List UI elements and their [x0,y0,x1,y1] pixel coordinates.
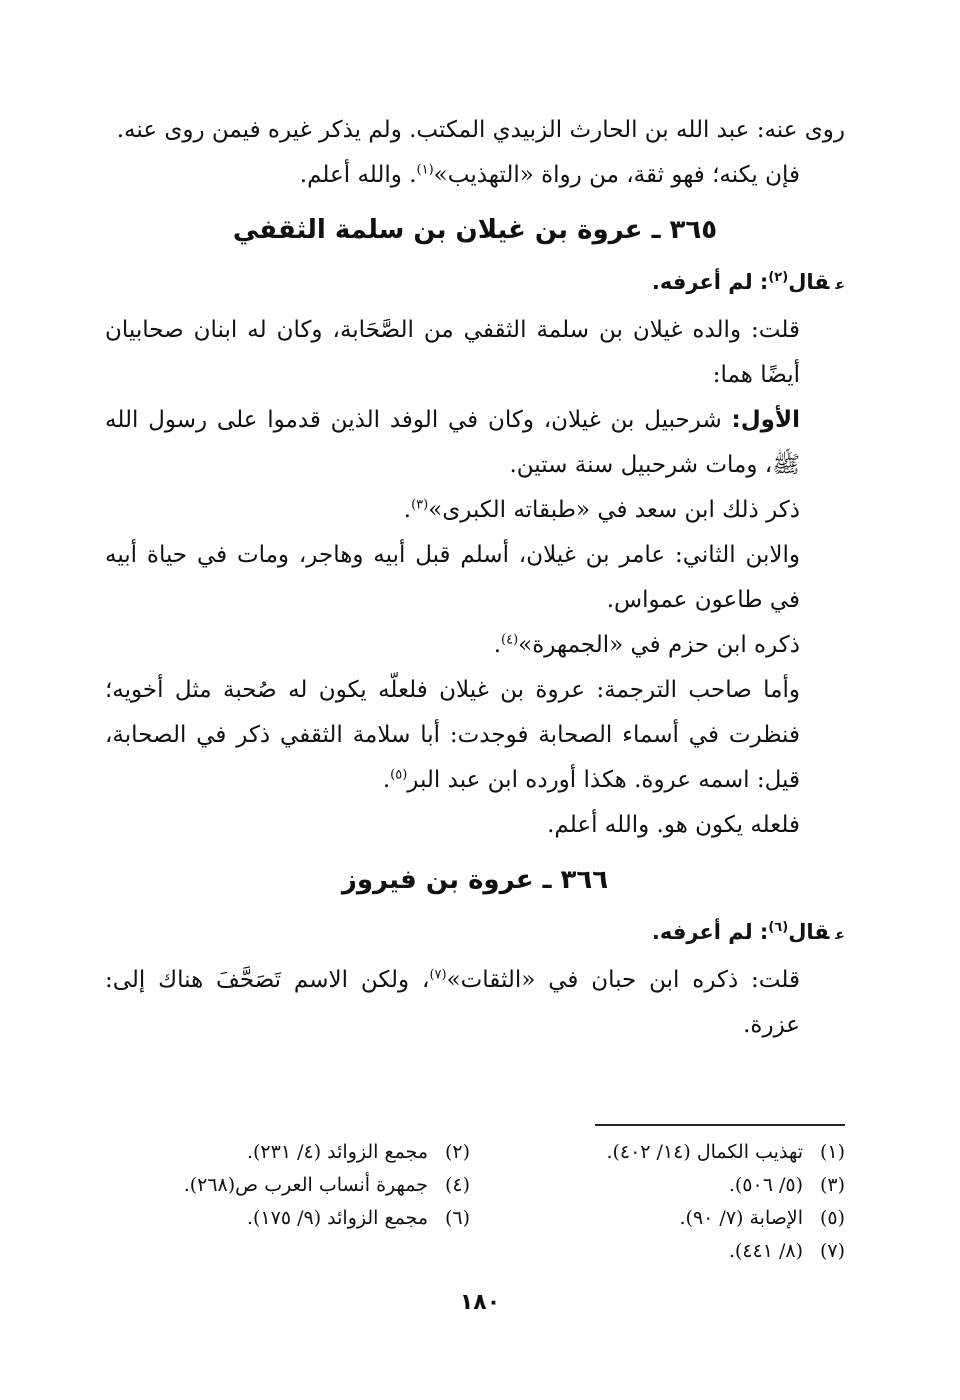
text: قلت: ذكره ابن حبان في «الثقات» [446,967,800,993]
paragraph-father: قلت: والده غيلان بن سلمة الثقفي من الصَّحَابة، وكان له ابنان صحابيان أيضًا هما: [105,317,800,388]
text: . [403,497,412,523]
text: وأما صاحب الترجمة: عروة بن غيلان فلعلّه يكون له صُحبة مثل أخويه؛ فنظرت في أسماء الصحابة فوجدت: أبا سلامة الثقفي ذكر في الصحابة، قيل: اسمه عروة. هكذا أورده ابن عبد البر [105,677,800,793]
paragraph-conclusion-2: فلعله يكون هو. والله أعلم. [547,812,800,838]
footnote-number: (٧) [819,1240,845,1262]
text: . [382,767,391,793]
text: فإن يكنه؛ فهو ثقة، من رواة «التهذيب» [433,162,800,188]
paragraph-ibn-saad [105,488,845,533]
entry-heading-365: ٣٦٥ ـ عروة بن غيلان بن سلمة الثقفي [232,215,718,245]
text: . والله أعلم. [299,162,417,188]
footnote-6 [125,1202,470,1235]
footnote-ref-1[interactable]: (١) [416,162,434,178]
qal-label: قال [788,270,830,294]
paragraph-first-son [105,398,845,488]
qal-text: : لم أعرفه. [651,270,769,294]
footnote-ref-7[interactable]: (٧) [429,967,447,983]
page-body [105,108,845,1048]
footnote-text: (٨/ ٤٤١). [728,1240,803,1262]
siglum-mark: ع [835,277,845,293]
footnote-number: (٥) [819,1207,845,1229]
footnote-2 [125,1136,470,1169]
footnote-number: (٣) [819,1174,845,1196]
footnote-3 [470,1169,845,1202]
footnote-ref-5[interactable]: (٥) [390,767,408,783]
footnote-4 [125,1169,470,1202]
footnote-text: (٥/ ٥٠٦). [728,1174,803,1196]
footnote-5 [470,1202,845,1235]
footnote-ref-3[interactable]: (٣) [411,497,429,513]
text: . [493,632,502,658]
footnotes [125,1136,845,1268]
text: شرحبيل بن غيلان، وكان في الوفد الذين قدموا على رسول الله ﷺ، ومات شرحبيل سنة ستين. [105,407,800,478]
entry-heading-366: ٣٦٦ ـ عروة بن فيروز [341,865,609,895]
text: ذكر ذلك ابن سعد في «طبقاته الكبرى» [428,497,800,523]
footnote-text: تهذيب الكمال (١٤/ ٤٠٢). [606,1141,803,1163]
qal-text: : لم أعرفه. [651,920,769,944]
paragraph-second-son: والابن الثاني: عامر بن غيلان، أسلم قبل أبيه وهاجر، ومات في حياة أبيه في طاعون عمواس. [105,542,800,613]
text: ، ولكن الاسم تَصَحَّفَ هناك إلى: عزرة. [105,967,800,1038]
qal-line-2 [105,910,845,958]
footnote-text: جمهرة أنساب العرب ص(٢٦٨). [183,1174,428,1196]
footnote-ref-6[interactable]: (٦) [768,920,789,935]
footnote-1 [470,1136,845,1169]
paragraph-conclusion-1 [105,153,845,198]
footnote-ref-2[interactable]: (٢) [768,270,789,285]
footnote-ref-4[interactable]: (٤) [501,632,519,648]
siglum-mark: ع [835,927,845,943]
footnote-7 [470,1235,845,1268]
lead-word: الأول: [731,407,800,433]
footnote-text: الإصابة (٧/ ٩٠). [679,1207,803,1229]
page-number: ١٨٠ [459,1290,501,1315]
footnote-number: (٤) [444,1174,470,1196]
footnote-text: مجمع الزوائد (٤/ ٢٣١). [246,1141,428,1163]
qal-label: قال [788,920,830,944]
paragraph-ibn-hazm [105,623,845,668]
text: ذكره ابن حزم في «الجمهرة» [518,632,800,658]
paragraph-ibn-hibban [105,958,845,1048]
footnote-number: (٢) [444,1141,470,1163]
footnote-number: (١) [819,1141,845,1163]
footnote-text: مجمع الزوائد (٩/ ١٧٥). [246,1207,428,1229]
footnote-number: (٦) [444,1207,470,1229]
paragraph-subject [105,668,845,803]
paragraph-narrators: روى عنه: عبد الله بن الحارث الزبيدي المكتب. ولم يذكر غيره فيمن روى عنه. [116,117,845,143]
footnote-divider [595,1124,845,1126]
qal-line-1 [105,260,845,308]
